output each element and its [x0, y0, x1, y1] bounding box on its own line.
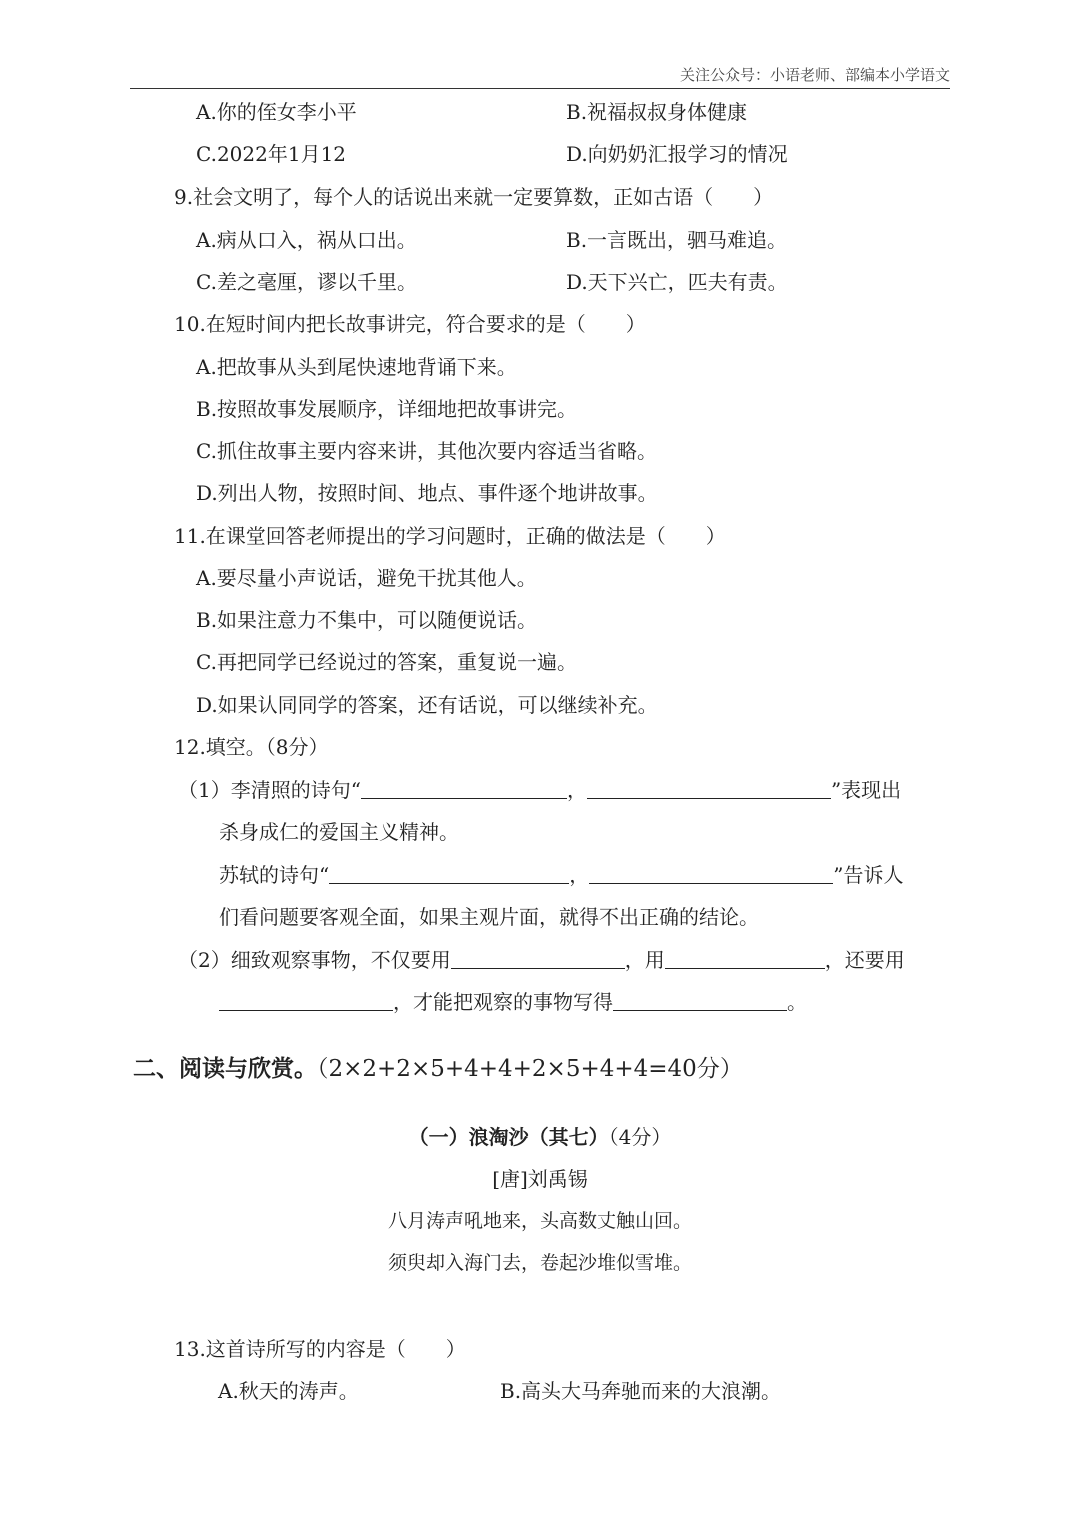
q12-part2-mid3: ，才能把观察的事物写得	[393, 990, 613, 1014]
q11-stem: 11.在课堂回答老师提出的学习问题时，正确的做法是（ ）	[174, 524, 726, 548]
poem-title: （一）浪淘沙（其七）	[408, 1125, 609, 1149]
q12-part2-mid1: ，用	[624, 948, 665, 972]
q11-option-a: A.要尽量小声说话，避免干扰其他人。	[196, 566, 537, 590]
q12-part2-line1	[178, 946, 905, 974]
answer-blank[interactable]	[451, 946, 625, 969]
page-header: 关注公众号：小语老师、部编本小学语文	[679, 66, 950, 84]
q12-part2-end: 。	[787, 990, 807, 1014]
q11-option-d: D.如果认同同学的答案，还有话说，可以继续补充。	[196, 693, 658, 717]
comma: ，	[569, 863, 590, 887]
q8-option-a: A.你的侄女李小平	[196, 100, 357, 124]
poem-score: （4分）	[608, 1125, 672, 1149]
q8-option-c: C.2022年1月12	[196, 142, 347, 166]
poem-heading	[0, 1123, 1080, 1151]
poem-line-2: 须臾却入海门去，卷起沙堆似雪堆。	[387, 1252, 692, 1274]
answer-blank[interactable]	[665, 946, 825, 969]
q9-option-d: D.天下兴亡，匹夫有责。	[566, 270, 788, 294]
q9-stem: 9.社会文明了，每个人的话说出来就一定要算数，正如古语（ ）	[174, 185, 774, 209]
q12-part1-prefix: （1）李清照的诗句“	[178, 778, 361, 802]
q12-part2-line2	[219, 988, 807, 1016]
section-heading	[133, 1054, 743, 1084]
q12-part2-prefix: （2）细致观察事物，不仅要用	[178, 948, 451, 972]
header-divider	[130, 88, 950, 89]
q8-option-b: B.祝福叔叔身体健康	[566, 100, 748, 124]
q12-part1-suffix: ”表现出	[830, 778, 902, 802]
comma: ，	[566, 778, 587, 802]
q9-option-b: B.一言既出，驷马难追。	[566, 228, 788, 252]
q12-part1b-cont: 们看问题要客观全面，如果主观片面，就得不出正确的结论。	[219, 905, 759, 929]
answer-blank[interactable]	[589, 861, 833, 884]
q11-option-b: B.如果注意力不集中，可以随便说话。	[196, 608, 538, 632]
q12-part2-mid2: ，还要用	[824, 948, 905, 972]
poem-author: [唐]刘禹锡	[492, 1167, 588, 1191]
q13-option-a: A.秋天的涛声。	[218, 1379, 359, 1403]
q12-part1-cont: 杀身成仁的爱国主义精神。	[219, 820, 459, 844]
answer-blank[interactable]	[361, 776, 567, 799]
answer-blank[interactable]	[613, 988, 787, 1011]
q12-part1b-line	[219, 861, 903, 889]
section-title: 二、阅读与欣赏。	[133, 1056, 317, 1082]
q9-option-c: C.差之毫厘，谬以千里。	[196, 270, 417, 294]
q12-part1b-suffix: ”告诉人	[833, 863, 904, 887]
q10-option-b: B.按照故事发展顺序，详细地把故事讲完。	[196, 397, 578, 421]
answer-blank[interactable]	[587, 776, 831, 799]
answer-blank[interactable]	[329, 861, 569, 884]
poem-line-1: 八月涛声吼地来，头高数丈触山回。	[387, 1210, 692, 1232]
q12-part1b-prefix: 苏轼的诗句“	[219, 863, 330, 887]
answer-blank[interactable]	[219, 988, 393, 1011]
q10-stem: 10.在短时间内把长故事讲完，符合要求的是（ ）	[174, 312, 646, 336]
q9-option-a: A.病从口入，祸从口出。	[196, 228, 417, 252]
q13-option-b: B.高头大马奔驰而来的大浪潮。	[500, 1379, 782, 1403]
q10-option-a: A.把故事从头到尾快速地背诵下来。	[196, 355, 517, 379]
q10-option-c: C.抓住故事主要内容来讲，其他次要内容适当省略。	[196, 439, 657, 463]
q8-option-d: D.向奶奶汇报学习的情况	[566, 142, 788, 166]
section-score: （2×2+2×5+4+4+2×5+4+4=40分）	[317, 1056, 743, 1082]
q13-stem: 13.这首诗所写的内容是（ ）	[174, 1337, 466, 1361]
q10-option-d: D.列出人物，按照时间、地点、事件逐个地讲故事。	[196, 481, 658, 505]
q11-option-c: C.再把同学已经说过的答案，重复说一遍。	[196, 650, 577, 674]
q12-stem: 12.填空。（8分）	[174, 735, 329, 759]
q12-part1-line1	[178, 776, 901, 804]
